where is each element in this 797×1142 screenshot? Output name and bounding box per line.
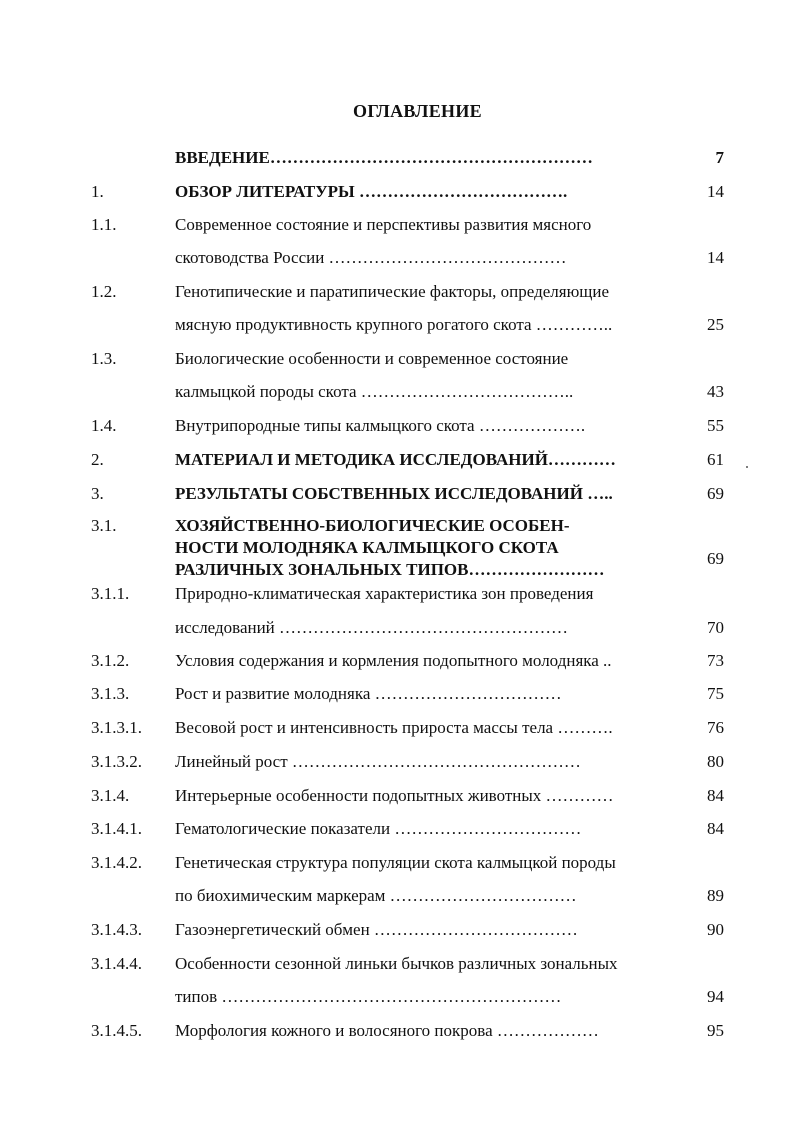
toc-page-number: 43 [707, 382, 724, 401]
toc-page-number: 61 [707, 450, 724, 469]
toc-entry-number: 3.1.4.1. [91, 819, 142, 838]
toc-entry-text: Весовой рост и интенсивность прироста массы тела ………. [175, 718, 613, 737]
toc-entry-number: 3.1.4.3. [91, 920, 142, 939]
toc-page-number: 76 [707, 718, 724, 737]
toc-entry-number: 3.1.4.4. [91, 954, 142, 973]
toc-entry-number: 1.2. [91, 282, 117, 301]
toc-entry-number: 1.4. [91, 416, 117, 435]
toc-page-number: 94 [707, 987, 724, 1006]
toc-title: ОГЛАВЛЕНИЕ [353, 101, 482, 121]
toc-page-number: 73 [707, 651, 724, 670]
toc-entry-text: ХОЗЯЙСТВЕННО-БИОЛОГИЧЕСКИЕ ОСОБЕН- [175, 516, 570, 535]
toc-page-number: 95 [707, 1021, 724, 1040]
toc-entry-text: Гематологические показатели …………………………… [175, 819, 582, 838]
toc-entry-text: Линейный рост …………………………………………… [175, 752, 581, 771]
toc-entry-text: Генетическая структура популяции скота калмыцкой породы [175, 853, 616, 872]
toc-entry-text: Внутрипородные типы калмыцкого скота ………………. [175, 416, 586, 435]
toc-entry-number: 3.1.2. [91, 651, 130, 670]
toc-entry-text: Особенности сезонной линьки бычков различных зональных [175, 954, 618, 973]
toc-entry-text: ОБЗОР ЛИТЕРАТУРЫ ………………………………. [175, 182, 568, 201]
toc-entry-text: Газоэнергетический обмен ……………………………… [175, 920, 578, 939]
toc-page-number: 84 [707, 819, 724, 838]
toc-entry-text: Природно-климатическая характеристика зон проведения [175, 584, 594, 603]
toc-page-number: 84 [707, 786, 724, 805]
scan-speck [746, 466, 748, 468]
toc-entry-text: мясную продуктивность крупного рогатого скота ………….. [175, 315, 613, 334]
toc-entry-text: Генотипические и паратипические факторы, определяющие [175, 282, 609, 301]
toc-page-number: 80 [707, 752, 724, 771]
toc-entry-text: по биохимическим маркерам …………………………… [175, 886, 577, 905]
toc-entry-number: 1.1. [91, 215, 117, 234]
toc-entry-text: ВВЕДЕНИЕ………………………………………………… [175, 148, 593, 167]
toc-entry-text: Биологические особенности и современное состояние [175, 349, 569, 368]
toc-entry-number: 3.1.3.1. [91, 718, 142, 737]
toc-entry-number: 1. [91, 182, 104, 201]
toc-page-number: 90 [707, 920, 724, 939]
toc-entry-text: калмыцкой породы скота ……………………………….. [175, 382, 574, 401]
toc-page-number: 7 [715, 148, 724, 167]
toc-entry-text: НОСТИ МОЛОДНЯКА КАЛМЫЦКОГО СКОТА [175, 538, 559, 557]
toc-entry-number: 3.1.1. [91, 584, 130, 603]
toc-page-number: 70 [707, 618, 724, 637]
toc-entry-text: Интерьерные особенности подопытных животных ………… [175, 786, 614, 805]
toc-page-number: 25 [707, 315, 724, 334]
toc-entry-number: 1.3. [91, 349, 117, 368]
toc-entry-text: Условия содержания и кормления подопытного молодняка .. [175, 651, 612, 670]
toc-entry-number: 3. [91, 484, 104, 503]
toc-entry-text: Современное состояние и перспективы развития мясного [175, 215, 592, 234]
toc-page-number: 14 [707, 248, 724, 267]
toc-entry-number: 3.1.4.2. [91, 853, 142, 872]
toc-entry-text: скотоводства России …………………………………… [175, 248, 567, 267]
toc-entry-text: Рост и развитие молодняка …………………………… [175, 684, 562, 703]
toc-entry-text: РАЗЛИЧНЫХ ЗОНАЛЬНЫХ ТИПОВ…………………… [175, 560, 605, 579]
toc-entry-number: 3.1.3.2. [91, 752, 142, 771]
toc-entry-number: 3.1.4.5. [91, 1021, 142, 1040]
toc-entry-text: исследований …………………………………………… [175, 618, 569, 637]
toc-entry-number: 3.1. [91, 516, 117, 535]
toc-entry-text: МАТЕРИАЛ И МЕТОДИКА ИССЛЕДОВАНИЙ………… [175, 450, 616, 469]
toc-entry-number: 3.1.3. [91, 684, 130, 703]
toc-entry-text: РЕЗУЛЬТАТЫ СОБСТВЕННЫХ ИССЛЕДОВАНИЙ ….. [175, 484, 613, 503]
toc-page-number: 69 [707, 549, 724, 568]
toc-entry-number: 3.1.4. [91, 786, 130, 805]
toc-page-number: 75 [707, 684, 724, 703]
toc-page-number: 14 [707, 182, 724, 201]
toc-page-number: 55 [707, 416, 724, 435]
toc-entry-text: типов …………………………………………………… [175, 987, 562, 1006]
toc-page-number: 69 [707, 484, 724, 503]
toc-page-number: 89 [707, 886, 724, 905]
toc-entry-number: 2. [91, 450, 104, 469]
toc-entry-text: Морфология кожного и волосяного покрова ……………… [175, 1021, 599, 1040]
